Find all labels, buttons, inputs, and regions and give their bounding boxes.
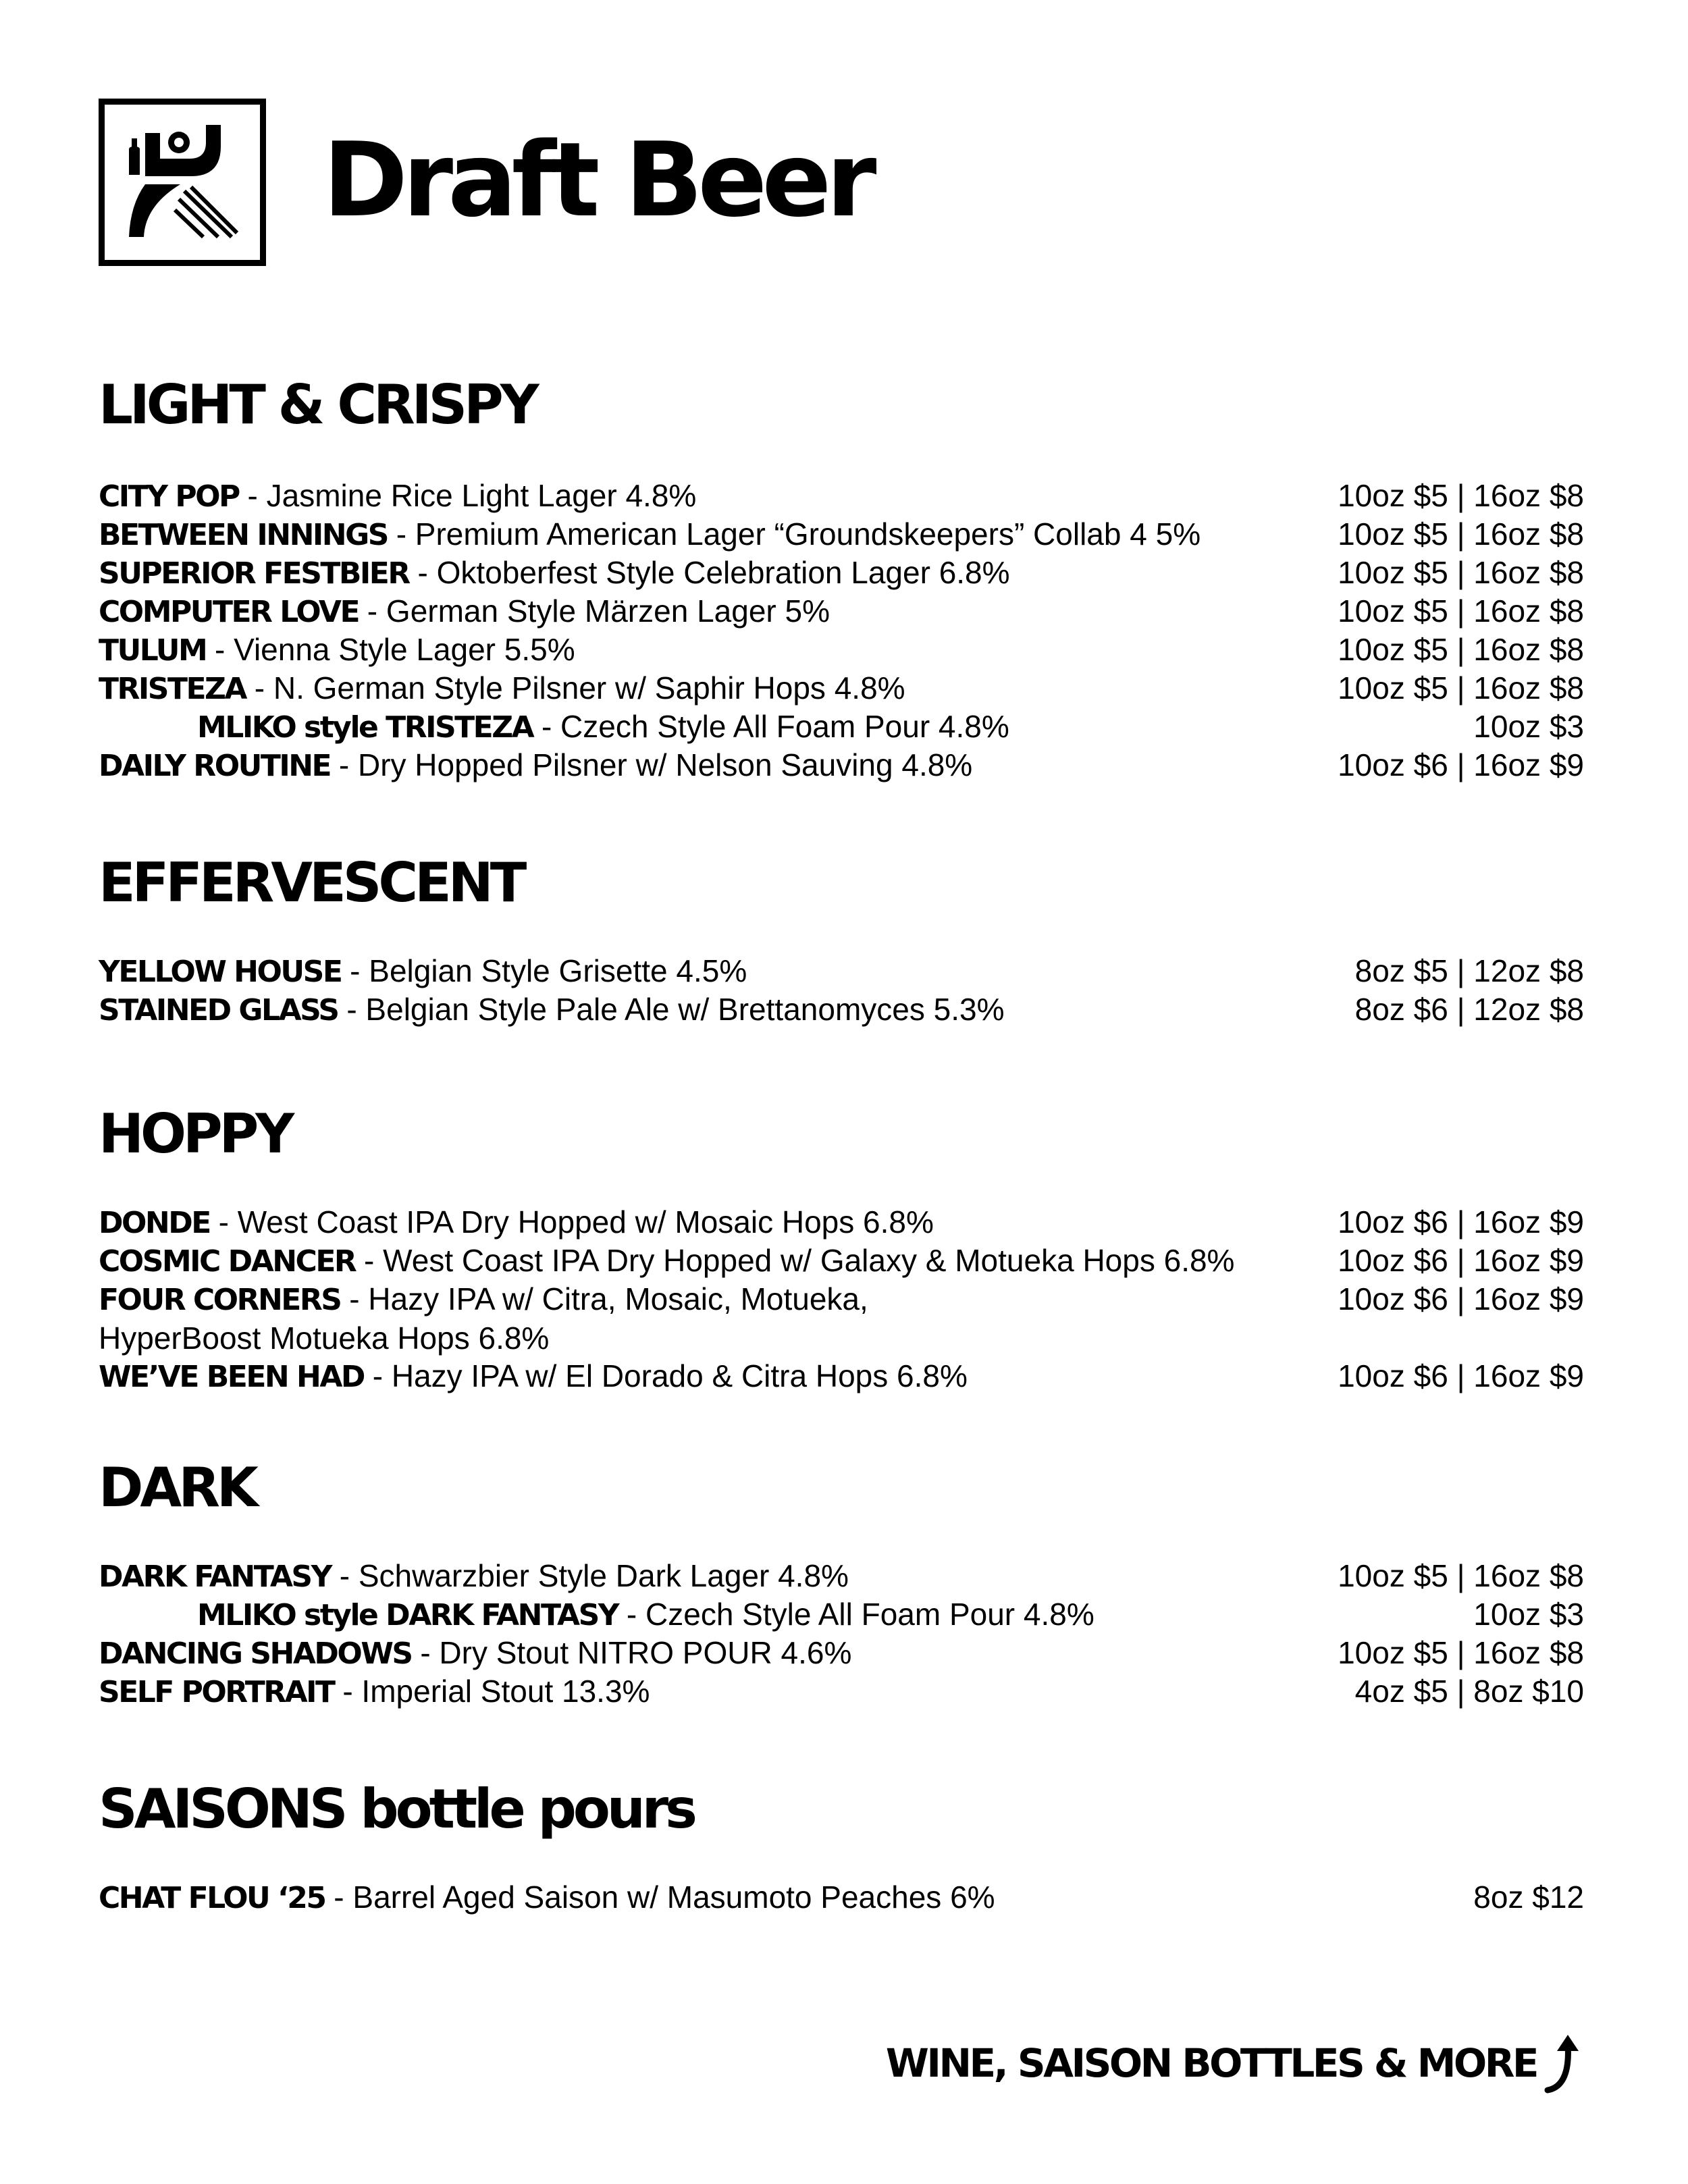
beer-price: 10oz $3 xyxy=(1473,1597,1584,1632)
beer-price: 10oz $5 | 16oz $8 xyxy=(1338,516,1584,552)
beer-description: - Jasmine Rice Light Lager 4.8% xyxy=(238,478,697,513)
page-header xyxy=(99,99,871,266)
beer-name: SUPERIOR FESTBIER xyxy=(99,556,409,591)
menu-item xyxy=(99,746,1584,784)
beer-description: - Belgian Style Pale Ale w/ Brettanomyces 5.3% xyxy=(338,992,1005,1027)
beer-name: MLIKO style TRISTEZA xyxy=(197,710,533,745)
logo-graphic xyxy=(105,105,260,260)
menu-item xyxy=(99,631,1584,669)
beer-price: 10oz $6 | 16oz $9 xyxy=(1338,1204,1584,1240)
beer-name: TRISTEZA xyxy=(99,672,246,706)
curved-arrow-up-icon xyxy=(1544,2031,1584,2096)
menu-item xyxy=(99,554,1584,592)
menu-item xyxy=(99,1878,1584,1917)
beer-description: - Hazy IPA w/ El Dorado & Citra Hops 6.8% xyxy=(363,1358,968,1393)
menu-item xyxy=(99,515,1584,554)
menu-item xyxy=(99,1357,1584,1395)
menu-item xyxy=(99,990,1584,1029)
page-title: Draft Beer xyxy=(323,120,872,240)
menu-list xyxy=(99,1203,1584,1395)
beer-name: WE’VE BEEN HAD xyxy=(99,1360,364,1394)
beer-description: - Schwarzbier Style Dark Lager 4.8% xyxy=(330,1558,849,1593)
menu-list xyxy=(99,1878,1584,1917)
menu-item xyxy=(99,708,1584,746)
figure-with-bottle-logo xyxy=(99,99,266,266)
section-effervescent xyxy=(99,851,1584,1029)
menu-list xyxy=(99,1557,1584,1711)
beer-name: DARK FANTASY xyxy=(99,1560,331,1594)
beer-name: TULUM xyxy=(99,633,207,668)
beer-description: - Dry Hopped Pilsner w/ Nelson Sauving 4.8% xyxy=(330,747,973,782)
beer-name: MLIKO style DARK FANTASY xyxy=(197,1598,618,1632)
menu-item xyxy=(99,1280,1584,1357)
menu-item xyxy=(99,952,1584,990)
beer-price: 10oz $5 | 16oz $8 xyxy=(1338,1635,1584,1670)
beer-description: - N. German Style Pilsner w/ Saphir Hops 4.8% xyxy=(245,670,905,705)
beer-name: CHAT FLOU ‘25 xyxy=(99,1881,325,1915)
beer-name: BETWEEN INNINGS xyxy=(99,518,388,552)
beer-price: 8oz $5 | 12oz $8 xyxy=(1354,953,1584,988)
menu-item xyxy=(99,1557,1584,1595)
section-dark xyxy=(99,1456,1584,1711)
beer-description: - West Coast IPA Dry Hopped w/ Mosaic Hops 6.8% xyxy=(209,1204,934,1240)
beer-price: 10oz $6 | 16oz $9 xyxy=(1338,1358,1584,1393)
menu-item xyxy=(99,1634,1584,1672)
beer-description: - Oktoberfest Style Celebration Lager 6.8% xyxy=(408,555,1010,590)
continue-link[interactable] xyxy=(886,2031,1584,2096)
beer-price: 8oz $12 xyxy=(1473,1880,1584,1915)
beer-name: CITY POP xyxy=(99,479,239,514)
beer-description: - Dry Stout NITRO POUR 4.6% xyxy=(411,1635,852,1670)
menu-list xyxy=(99,477,1584,784)
beer-description: - German Style Märzen Lager 5% xyxy=(359,593,830,629)
beer-description: - Imperial Stout 13.3% xyxy=(334,1674,650,1709)
beer-description: - Hazy IPA w/ Citra, Mosaic, Motueka, HyperBoost Motueka Hops 6.8% xyxy=(99,1281,868,1356)
section-title: DARK xyxy=(99,1456,255,1519)
beer-price: 10oz $5 | 16oz $8 xyxy=(1338,632,1584,667)
beer-description: - Czech Style All Foam Pour 4.8% xyxy=(533,709,1009,744)
beer-description: - West Coast IPA Dry Hopped w/ Galaxy & Motueka Hops 6.8% xyxy=(355,1243,1235,1278)
menu-item xyxy=(99,1595,1584,1634)
section-title: EFFERVESCENT xyxy=(99,851,524,914)
menu-list xyxy=(99,952,1584,1029)
beer-price: 4oz $5 | 8oz $10 xyxy=(1354,1674,1584,1709)
menu-item xyxy=(99,669,1584,708)
section-title: SAISONS bottle pours xyxy=(99,1778,694,1840)
beer-name: FOUR CORNERS xyxy=(99,1283,341,1317)
beer-name: STAINED GLASS xyxy=(99,993,338,1028)
beer-price: 10oz $5 | 16oz $8 xyxy=(1338,555,1584,590)
beer-description: - Czech Style All Foam Pour 4.8% xyxy=(618,1597,1094,1632)
beer-description: - Belgian Style Grisette 4.5% xyxy=(341,953,747,988)
beer-description: - Barrel Aged Saison w/ Masumoto Peaches 6% xyxy=(325,1880,995,1915)
section-title: HOPPY xyxy=(99,1102,292,1165)
beer-name: DANCING SHADOWS xyxy=(99,1636,412,1671)
section-title: LIGHT & CRISPY xyxy=(99,373,536,436)
beer-price: 10oz $6 | 16oz $9 xyxy=(1338,747,1584,782)
beer-price: 8oz $6 | 12oz $8 xyxy=(1354,992,1584,1027)
beer-name: SELF PORTRAIT xyxy=(99,1675,334,1709)
continue-label: WINE, SAISON BOTTLES & MORE xyxy=(885,2040,1537,2086)
beer-price: 10oz $3 xyxy=(1473,709,1584,744)
beer-price: 10oz $5 | 16oz $8 xyxy=(1338,1558,1584,1593)
menu-item xyxy=(99,592,1584,631)
beer-name: COMPUTER LOVE xyxy=(99,595,359,629)
menu-item xyxy=(99,1242,1584,1280)
beer-name: DAILY ROUTINE xyxy=(99,749,331,783)
beer-description: - Premium American Lager “Groundskeepers” Collab 4 5% xyxy=(387,516,1201,552)
section-light-crispy xyxy=(99,373,1584,784)
beer-price: 10oz $6 | 16oz $9 xyxy=(1338,1243,1584,1278)
beer-price: 10oz $5 | 16oz $8 xyxy=(1338,670,1584,705)
beer-name: COSMIC DANCER xyxy=(99,1244,356,1279)
menu-item xyxy=(99,1672,1584,1711)
beer-name: DONDE xyxy=(99,1206,210,1240)
section-hoppy xyxy=(99,1102,1584,1395)
beer-price: 10oz $6 | 16oz $9 xyxy=(1338,1281,1584,1316)
section-saisons xyxy=(99,1778,1584,1917)
menu-item xyxy=(99,1203,1584,1242)
beer-price: 10oz $5 | 16oz $8 xyxy=(1338,478,1584,513)
beer-name: YELLOW HOUSE xyxy=(99,955,342,989)
menu-item xyxy=(99,477,1584,515)
beer-description: - Vienna Style Lager 5.5% xyxy=(206,632,575,667)
beer-price: 10oz $5 | 16oz $8 xyxy=(1338,593,1584,629)
